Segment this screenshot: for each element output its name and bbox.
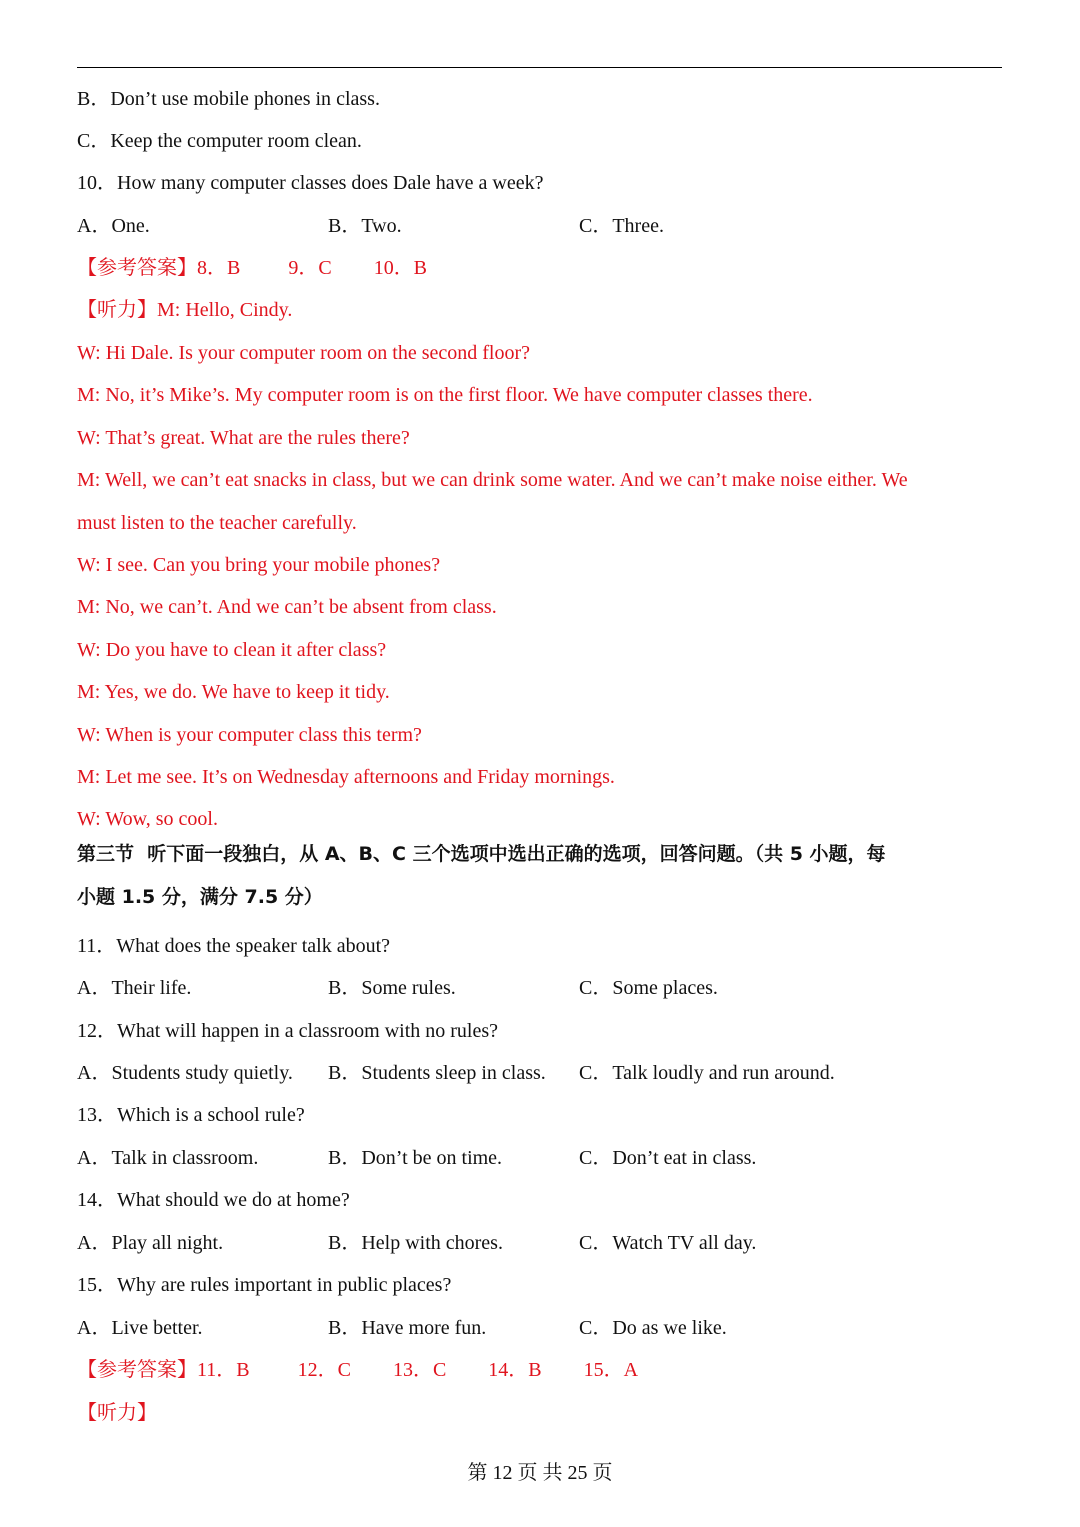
page-footer: 第 12 页 共 25 页 <box>467 1462 613 1484</box>
q13-option-c: C．Don’t eat in class. <box>579 1147 757 1169</box>
question-14: 14．What should we do at home? <box>77 1189 350 1211</box>
option-b: B．Don’t use mobile phones in class. <box>77 88 380 110</box>
q12-option-a: A．Students study quietly. <box>77 1062 293 1084</box>
transcript-line: M: Well, we can’t eat snacks in class, but we can drink some water. And we can’t make noise either. We <box>77 469 908 491</box>
section-heading-cont: 小题 1.5 分，满分 7.5 分） <box>77 886 323 908</box>
question-11: 11．What does the speaker talk about? <box>77 935 391 957</box>
q15-option-c: C．Do as we like. <box>579 1317 727 1339</box>
q15-option-a: A．Live better. <box>77 1317 203 1339</box>
transcript-text: M: Hello, Cindy. <box>157 299 293 321</box>
answer-item: 12．C <box>297 1359 351 1381</box>
q11-option-c: C．Some places. <box>579 977 718 999</box>
transcript-line <box>77 297 292 323</box>
q13-option-a: A．Talk in classroom. <box>77 1147 259 1169</box>
answer-item: 11．B <box>197 1359 250 1381</box>
question-15: 15．Why are rules important in public places? <box>77 1274 452 1296</box>
transcript-line: must listen to the teacher carefully. <box>77 512 357 534</box>
q14-option-c: C．Watch TV all day. <box>579 1232 757 1254</box>
transcript-line: M: No, we can’t. And we can’t be absent from class. <box>77 596 497 618</box>
q14-option-b: B．Help with chores. <box>328 1232 503 1254</box>
q12-option-c: C．Talk loudly and run around. <box>579 1062 835 1084</box>
q15-option-b: B．Have more fun. <box>328 1317 487 1339</box>
answer-key-label: 【参考答案】 <box>77 257 197 279</box>
question-10: 10．How many computer classes does Dale have a week? <box>77 172 544 194</box>
transcript-line: M: Yes, we do. We have to keep it tidy. <box>77 681 390 703</box>
answer-key-label: 【参考答案】 <box>77 1359 197 1381</box>
transcript-line: W: Wow, so cool. <box>77 808 218 830</box>
q11-option-a: A．Their life. <box>77 977 192 999</box>
answer-item: 15．A <box>583 1359 639 1381</box>
transcript-line: M: No, it’s Mike’s. My computer room is on the first floor. We have computer classes there. <box>77 384 813 406</box>
transcript-line: W: When is your computer class this term? <box>77 724 422 746</box>
transcript-line: M: Let me see. It’s on Wednesday afternoons and Friday mornings. <box>77 766 615 788</box>
option-c: C．Keep the computer room clean. <box>77 130 362 152</box>
q10-option-a: A．One. <box>77 215 150 237</box>
transcript-line: W: Hi Dale. Is your computer room on the second floor? <box>77 342 531 364</box>
answer-key-2 <box>77 1357 638 1383</box>
answer-item: 10．B <box>373 257 428 279</box>
transcript-label: 【听力】 <box>77 299 157 321</box>
transcript-line: W: I see. Can you bring your mobile phones? <box>77 554 441 576</box>
question-13: 13．Which is a school rule? <box>77 1104 305 1126</box>
answer-item: 8．B <box>197 257 241 279</box>
section-heading: 第三节 听下面一段独白，从 A、B、C 三个选项中选出正确的选项，回答问题。（共 5 小题，每 <box>77 843 886 865</box>
q10-option-c: C．Three. <box>579 215 664 237</box>
answer-item: 13．C <box>392 1359 447 1381</box>
transcript-label-2: 【听力】 <box>77 1402 157 1424</box>
answer-item: 14．B <box>488 1359 542 1381</box>
answer-key-1 <box>77 255 427 281</box>
q14-option-a: A．Play all night. <box>77 1232 224 1254</box>
q10-option-b: B．Two. <box>328 215 402 237</box>
transcript-line: W: Do you have to clean it after class? <box>77 639 387 661</box>
answer-item: 9．C <box>288 257 332 279</box>
q11-option-b: B．Some rules. <box>328 977 456 999</box>
transcript-line: W: That’s great. What are the rules there? <box>77 427 410 449</box>
header-rule <box>77 67 1002 68</box>
question-12: 12．What will happen in a classroom with no rules? <box>77 1020 499 1042</box>
q13-option-b: B．Don’t be on time. <box>328 1147 503 1169</box>
q12-option-b: B．Students sleep in class. <box>328 1062 546 1084</box>
